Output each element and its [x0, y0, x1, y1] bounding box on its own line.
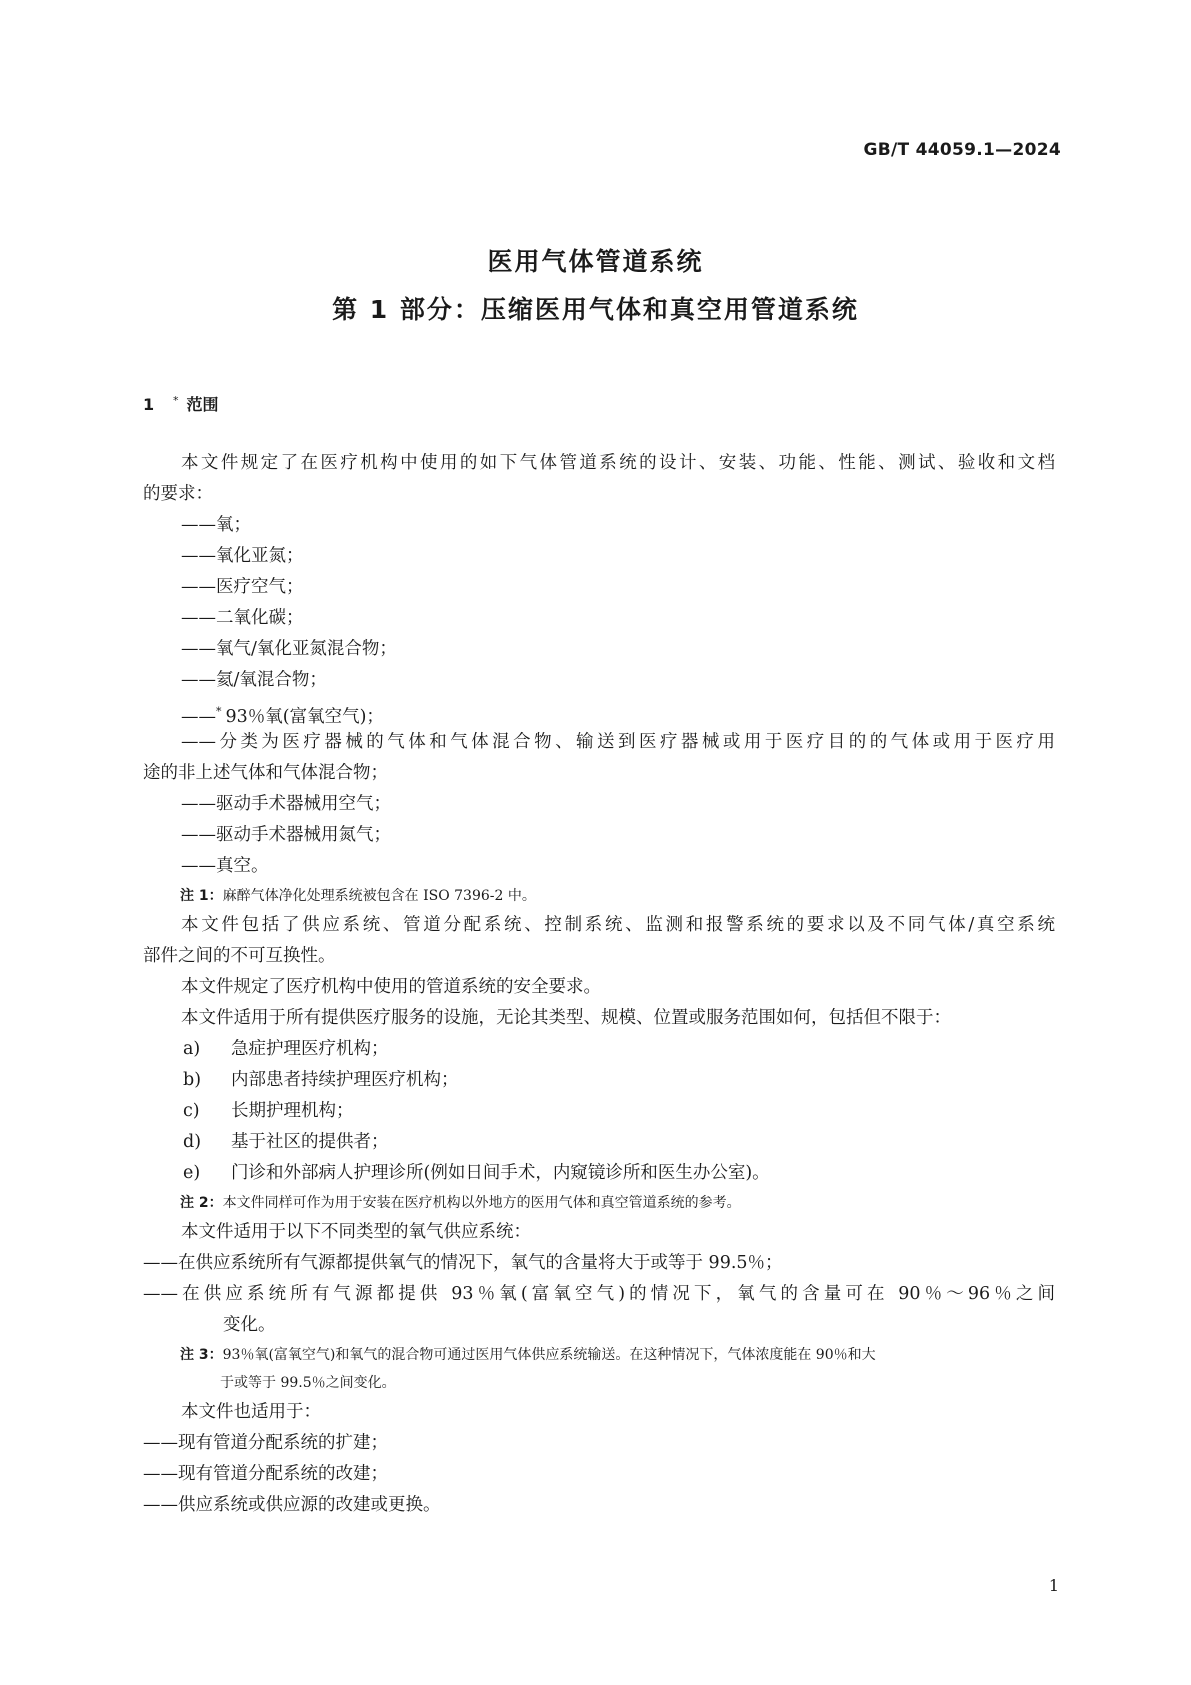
list-item: ——分类为医疗器械的气体和气体混合物、输送到医疗器械或用于医疗目的的气体或用于医疗用: [181, 732, 1055, 752]
paragraph-line: 本文件适用于所有提供医疗服务的设施，无论其类型、规模、位置或服务范围如何，包括但不限于：: [181, 1008, 951, 1028]
list-item-text: 基于社区的提供者；: [231, 1132, 389, 1152]
list-item-text: 长期护理机构；: [231, 1101, 354, 1121]
list-item: ——医疗空气；: [181, 577, 304, 597]
list-item: [143, 1127, 1055, 1158]
list-item: ——现有管道分配系统的改建；: [143, 1464, 388, 1484]
note-text: 麻醉气体净化处理系统被包含在 ISO 7396-2 中。: [222, 888, 536, 904]
standard-number: GB/T 44059.1—2024: [863, 140, 1061, 160]
paragraph-line: 的要求：: [143, 484, 213, 504]
list-item: ——在供应系统所有气源都提供 93％氧(富氧空气)的情况下，氧气的含量可在 90％～96％之间: [143, 1284, 1055, 1304]
list-item: ——氧；: [181, 515, 251, 535]
document-title: 医用气体管道系统: [487, 247, 704, 276]
list-item: ——氦/氧混合物；: [181, 670, 327, 690]
page-number: 1: [1048, 1576, 1059, 1595]
list-item: [143, 1065, 1055, 1096]
list-item: ——现有管道分配系统的扩建；: [143, 1433, 388, 1453]
paragraph-line: 本文件包括了供应系统、管道分配系统、控制系统、监测和报警系统的要求以及不同气体/真空系统: [181, 915, 1055, 935]
document-body: [143, 448, 1055, 1521]
section-number: 1: [143, 395, 155, 414]
paragraph-line: 本文件适用于以下不同类型的氧气供应系统：: [181, 1222, 531, 1242]
list-item-continuation: 途的非上述气体和气体混合物；: [143, 763, 388, 783]
dash-prefix: ——: [181, 706, 216, 727]
note: [143, 1189, 1055, 1217]
list-item: ——供应系统或供应源的改建或更换。: [143, 1495, 441, 1515]
document-subtitle: 第 1 部分：压缩医用气体和真空用管道系统: [332, 295, 859, 324]
list-marker: a): [183, 1039, 201, 1059]
paragraph-line: 本文件规定了医疗机构中使用的管道系统的安全要求。: [181, 977, 601, 997]
list-item: ——驱动手术器械用氮气；: [181, 825, 391, 845]
list-item: ——驱动手术器械用空气；: [181, 794, 391, 814]
list-marker: b): [183, 1070, 202, 1090]
list-marker: e): [183, 1163, 201, 1183]
list-item-text: 内部患者持续护理医疗机构；: [231, 1070, 459, 1090]
list-item: ——在供应系统所有气源都提供氧气的情况下，氧气的含量将大于或等于 99.5％；: [143, 1253, 783, 1273]
note-label: 注 1：: [180, 888, 223, 904]
list-item-continuation: 变化。: [223, 1315, 276, 1335]
note-continuation: 于或等于 99.5％之间变化。: [220, 1375, 396, 1391]
list-item: ——二氧化碳；: [181, 608, 304, 628]
note-text: 本文件同样可作为用于安装在医疗机构以外地方的医用气体和真空管道系统的参考。: [222, 1195, 741, 1211]
list-item: ——氧化亚氮；: [181, 546, 304, 566]
asterisk-mark: *: [216, 705, 222, 718]
list-item-text: 门诊和外部病人护理诊所(例如日间手术，内窥镜诊所和医生办公室)。: [231, 1163, 770, 1183]
list-item: [143, 1096, 1055, 1127]
list-item: ——真空。: [181, 856, 269, 876]
section-title: 范围: [186, 395, 219, 414]
paragraph-line: 本文件规定了在医疗机构中使用的如下气体管道系统的设计、安装、功能、性能、测试、验收和文档: [181, 453, 1055, 473]
list-marker: c): [183, 1101, 200, 1121]
paragraph-line: 部件之间的不可互换性。: [143, 946, 336, 966]
list-marker: d): [183, 1132, 202, 1152]
list-item-text: 93％氧(富氧空气)；: [225, 706, 384, 727]
list-item: [143, 696, 1055, 727]
list-item-text: 急症护理医疗机构；: [231, 1039, 389, 1059]
list-item: [143, 1158, 1055, 1189]
note-label: 注 2：: [180, 1195, 223, 1211]
list-item: [143, 1034, 1055, 1065]
note-text: 93％氧(富氧空气)和氧气的混合物可通过医用气体供应系统输送。在这种情况下，气体浓度能在 90％和大: [222, 1347, 876, 1363]
paragraph-line: 本文件也适用于：: [181, 1402, 321, 1422]
note: [143, 1341, 1055, 1369]
asterisk-mark: *: [173, 393, 179, 407]
list-item: ——氧气/氧化亚氮混合物；: [181, 639, 397, 659]
section-heading: [143, 392, 219, 415]
note: [143, 882, 1055, 910]
note-label: 注 3：: [180, 1347, 223, 1363]
